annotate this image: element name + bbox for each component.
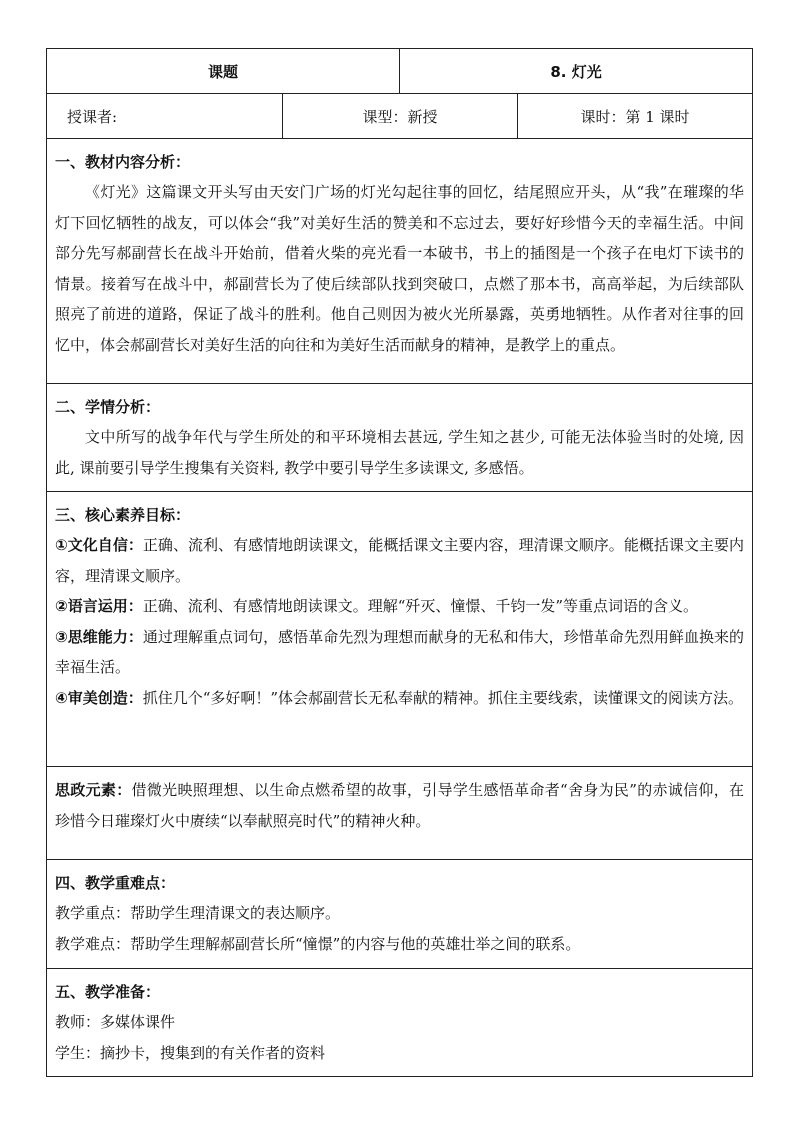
section-title: 四、教学重难点： [55, 874, 176, 892]
difficulty-line: 教学难点：帮助学生理解郝副营长所“憧憬”的内容与他的英雄壮举之间的联系。 [55, 934, 581, 953]
goal-label: ②语言运用： [55, 597, 143, 615]
goal-item [55, 622, 744, 683]
goal-text: 正确、流利、有感情地朗读课文，能概括课文主要内容，理清课文顺序。能概括课文主要内容，理清课文顺序。 [55, 536, 745, 585]
section-key-points [47, 860, 753, 969]
section-title: 二、学情分析： [55, 398, 161, 416]
section-student-analysis [47, 384, 753, 492]
lesson-period: 课时：第 1 课时 [580, 107, 690, 126]
meta-row [47, 94, 753, 139]
goal-item [55, 683, 744, 714]
goal-text: 正确、流利、有感情地朗读课文。理解“歼灭、憧憬、千钧一发”等重点词语的含义。 [142, 597, 699, 615]
teacher-cell [47, 94, 283, 139]
section-body: 《灯光》这篇课文开头写由天安门广场的灯光勾起往事的回忆，结尾照应开头，从“我”在璀璨的华灯下回忆牺牲的战友，可以体会“我”对美好生活的赞美和不忘过去，要好好珍惜今天的幸福生活。中间部分先写郝副营长在战斗开始前，借着火柴的亮光看一本破书，书上的插图是一个孩子在电灯下读书的情景。接着写在战斗中，郝副营长为了使后续部队找到突破口，点燃了那本书，高高举起，为后续部队照亮了前进的道路，保证了战斗的胜利。他自己则因为被火光所暴露，英勇地牺牲。从作者对往事的回忆中，体会郝副营长对美好生活的向往和为美好生活而献身的精神，是教学上的重点。 [55, 183, 745, 354]
goal-text: 抓住几个“多好啊！”体会郝副营长无私奉献的精神。抓住主要线索，读懂课文的阅读方法。 [142, 688, 744, 707]
teacher-label: 授课者: [67, 107, 118, 126]
section-material-analysis [47, 139, 753, 384]
lesson-type-cell [283, 94, 518, 139]
section-preparation [47, 969, 753, 1077]
section-title: 五、教学准备： [55, 983, 161, 1001]
goal-label: ③思维能力： [55, 627, 143, 646]
lesson-title: 8. 灯光 [550, 62, 602, 81]
lesson-type: 课型：新授 [362, 107, 438, 126]
lesson-plan-table [46, 48, 753, 1077]
goal-label: ①文化自信： [55, 536, 143, 554]
teacher-prep-line: 教师：多媒体课件 [55, 1013, 176, 1031]
section-title: 一、教材内容分析： [55, 153, 191, 171]
goal-label: ④审美创造： [55, 688, 143, 707]
goal-item [55, 591, 744, 622]
ideology-body: 借微光映照理想、以生命点燃希望的故事，引导学生感悟革命者“舍身为民”的赤诚信仰，在珍惜今日璀璨灯火中赓续“以奉献照亮时代”的精神火种。 [55, 781, 745, 830]
header-row [47, 49, 753, 94]
lesson-plan-page [46, 48, 752, 1077]
goal-item [55, 530, 744, 591]
period-cell [518, 94, 753, 139]
section-title: 三、核心素养目标： [55, 506, 191, 524]
lesson-title-cell [400, 49, 753, 94]
ideology-text [55, 775, 744, 836]
section-ideological-elements [47, 767, 753, 860]
ideology-label: 思政元素： [55, 781, 132, 799]
key-point-line: 教学重点：帮助学生理清课文的表达顺序。 [55, 904, 341, 922]
section-body: 文中所写的战争年代与学生所处的和平环境相去甚远, 学生知之甚少, 可能无法体验当时的处境, 因此, 课前要引导学生搜集有关资料, 教学中要引导学生多读课文, 多感悟。 [55, 428, 745, 477]
topic-label-cell [47, 49, 400, 94]
section-core-goals [47, 492, 753, 767]
goal-text: 通过理解重点词句，感悟革命先烈为理想而献身的无私和伟大，珍惜革命先烈用鲜血换来的幸福生活。 [55, 627, 745, 676]
student-prep-line: 学生：摘抄卡，搜集到的有关作者的资料 [55, 1043, 326, 1062]
topic-label: 课题 [208, 62, 239, 81]
